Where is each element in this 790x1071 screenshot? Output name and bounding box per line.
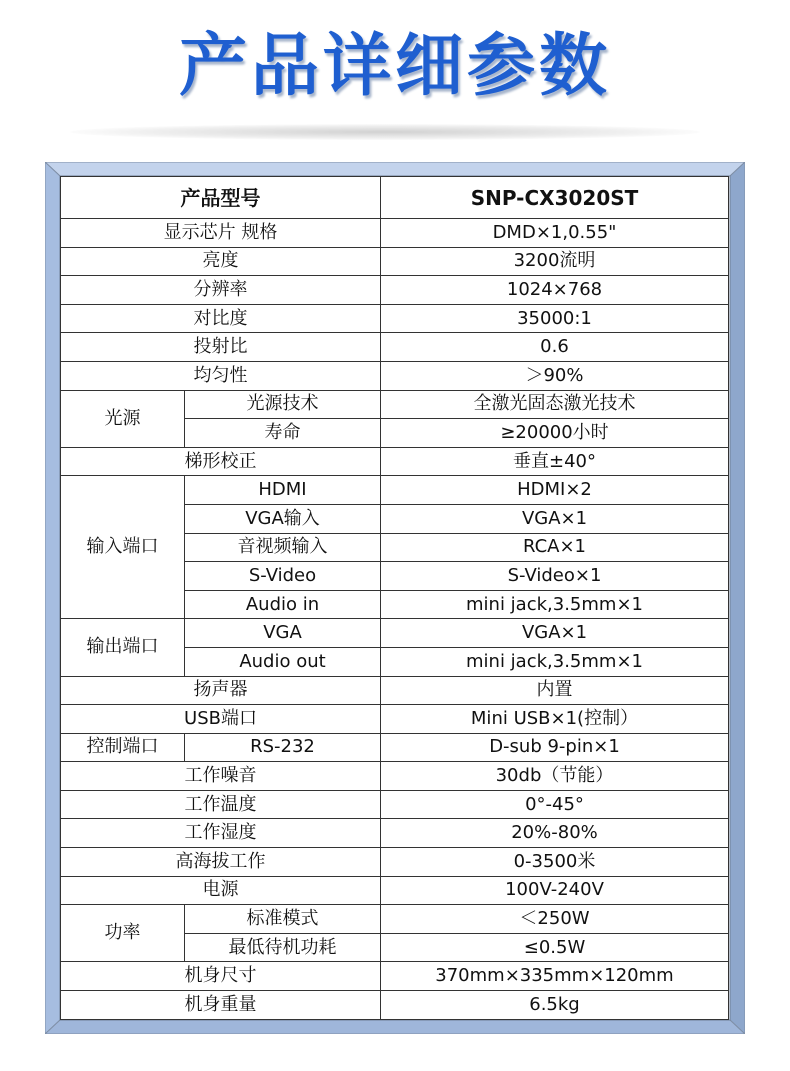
row-value: S-Video×1 [381, 562, 729, 591]
row-value: 20%-80% [381, 819, 729, 848]
row-value: mini jack,3.5mm×1 [381, 590, 729, 619]
group-label: 光源 [61, 390, 185, 447]
row-value: 6.5kg [381, 991, 729, 1020]
row-value: ＜250W [381, 905, 729, 934]
table-row [61, 733, 729, 762]
table-row [61, 762, 729, 791]
row-value: 370mm×335mm×120mm [381, 962, 729, 991]
row-value: RCA×1 [381, 533, 729, 562]
table-row [61, 991, 729, 1020]
table-row [61, 333, 729, 362]
table-row [61, 276, 729, 305]
row-label: 均匀性 [61, 361, 381, 390]
row-label: 光源技术 [185, 390, 381, 419]
row-label: VGA [185, 619, 381, 648]
table-row [61, 905, 729, 934]
table-row [61, 447, 729, 476]
row-label: 投射比 [61, 333, 381, 362]
row-value: 0°-45° [381, 790, 729, 819]
row-value: 0-3500米 [381, 848, 729, 877]
row-value: 内置 [381, 676, 729, 705]
table-row [61, 390, 729, 419]
row-label: 对比度 [61, 304, 381, 333]
row-value: HDMI×2 [381, 476, 729, 505]
row-value: 1024×768 [381, 276, 729, 305]
row-label: RS-232 [185, 733, 381, 762]
row-value: VGA×1 [381, 504, 729, 533]
row-label: 寿命 [185, 419, 381, 448]
row-label: S-Video [185, 562, 381, 591]
row-label: 扬声器 [61, 676, 381, 705]
row-label: VGA输入 [185, 504, 381, 533]
table-row [61, 177, 729, 219]
row-label: 电源 [61, 876, 381, 905]
table-row [61, 304, 729, 333]
row-label: 工作噪音 [61, 762, 381, 791]
table-row [61, 876, 729, 905]
row-label: 高海拔工作 [61, 848, 381, 877]
row-value: D-sub 9-pin×1 [381, 733, 729, 762]
row-label: 音视频输入 [185, 533, 381, 562]
row-label: 梯形校正 [61, 447, 381, 476]
row-value: VGA×1 [381, 619, 729, 648]
row-value: 全激光固态激光技术 [381, 390, 729, 419]
row-value: Mini USB×1(控制） [381, 705, 729, 734]
row-label: 分辨率 [61, 276, 381, 305]
row-label: 工作湿度 [61, 819, 381, 848]
row-value: 垂直±40° [381, 447, 729, 476]
row-label: HDMI [185, 476, 381, 505]
row-value: mini jack,3.5mm×1 [381, 647, 729, 676]
row-value: ≥20000小时 [381, 419, 729, 448]
table-row [61, 705, 729, 734]
row-value: ＞90% [381, 361, 729, 390]
table-row [61, 247, 729, 276]
page-title: 产品详细参数 [178, 27, 611, 106]
table-row [61, 476, 729, 505]
header-param-cell: 产品型号 [61, 177, 381, 219]
row-value: 30db（节能） [381, 762, 729, 791]
table-row [61, 790, 729, 819]
row-label: 最低待机功耗 [185, 933, 381, 962]
row-label: 标准模式 [185, 905, 381, 934]
row-value: 100V-240V [381, 876, 729, 905]
row-label: Audio out [185, 647, 381, 676]
row-label: Audio in [185, 590, 381, 619]
row-value: ≤0.5W [381, 933, 729, 962]
row-label: USB端口 [61, 705, 381, 734]
table-row [61, 219, 729, 248]
row-label: 机身尺寸 [61, 962, 381, 991]
row-label: 机身重量 [61, 991, 381, 1020]
table-row [61, 676, 729, 705]
table-row [61, 361, 729, 390]
group-label: 功率 [61, 905, 185, 962]
group-label: 输出端口 [61, 619, 185, 676]
row-value: 35000:1 [381, 304, 729, 333]
table-row [61, 848, 729, 877]
spec-table [60, 176, 729, 1020]
row-label: 工作温度 [61, 790, 381, 819]
row-value: 3200流明 [381, 247, 729, 276]
group-label: 输入端口 [61, 476, 185, 619]
row-value: DMD×1,0.55" [381, 219, 729, 248]
table-row [61, 619, 729, 648]
header-model-cell: SNP-CX3020ST [381, 177, 729, 219]
table-row [61, 819, 729, 848]
group-label: 控制端口 [61, 733, 185, 762]
table-row [61, 962, 729, 991]
title-shadow [70, 124, 700, 140]
row-value: 0.6 [381, 333, 729, 362]
row-label: 显示芯片 规格 [61, 219, 381, 248]
row-label: 亮度 [61, 247, 381, 276]
